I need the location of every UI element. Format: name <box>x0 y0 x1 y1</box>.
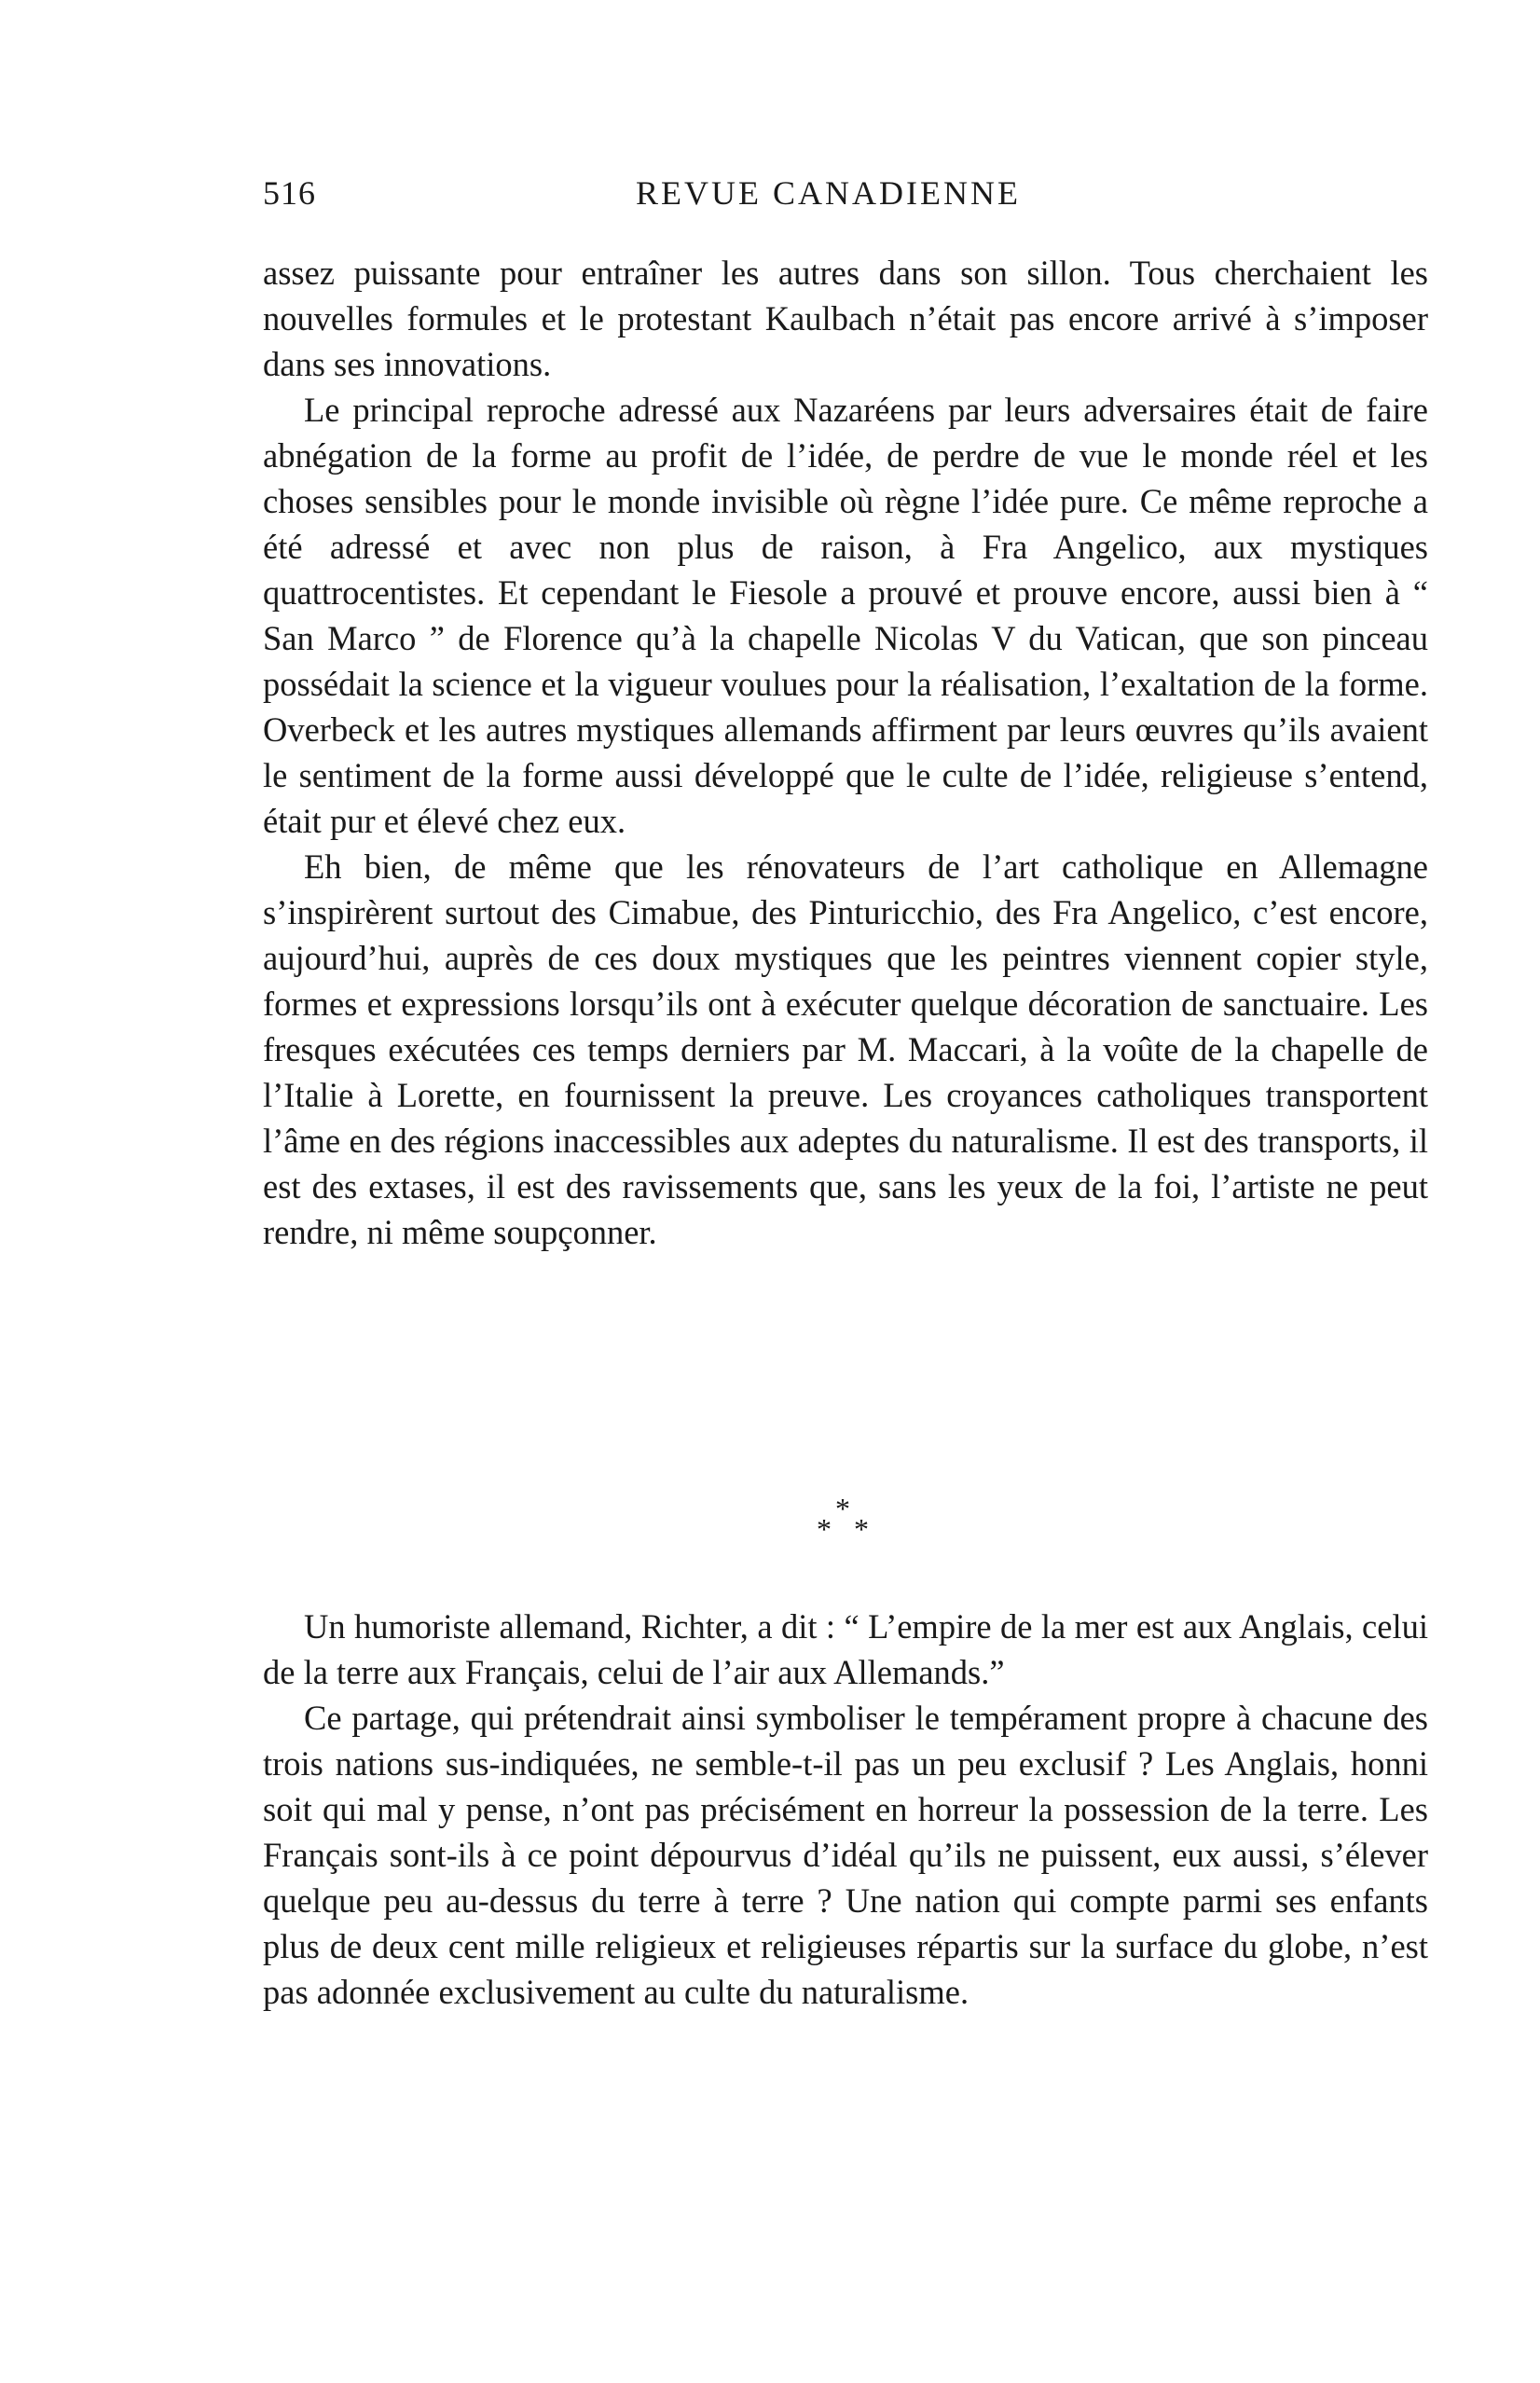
paragraph-richter-quote: Un humoriste allemand, Richter, a dit : “ L’empire de la mer est aux Anglais, celui de la terre aux Français, celui de l’air aux Allemands.” <box>263 1607 1428 1691</box>
running-title: REVUE CANADIENNE <box>636 174 1021 212</box>
paragraph-partage: Ce partage, qui prétendrait ainsi symboliser le tempérament propre à chacune des trois nations sus-indiquées, ne semble-t-il pas un peu exclusif ? Les Anglais, honni soit qui mal y pense, n’ont pas précisément en horreur la possession de la terre. Les Français sont-ils à ce point dépourvus d’idéal qu’ils ne puissent, eux aussi, s’élever quelque peu au-dessus du terre à terre ? Une nation qui compte parmi ses enfants plus de deux cent mille religieux et religieuses répartis sur la surface du globe, n’est pas adonnée exclusivement au culte du naturalisme. <box>263 1699 1428 2011</box>
asterism-star: * <box>854 1512 869 1546</box>
page-header <box>263 173 1314 220</box>
page-number: 516 <box>263 174 316 212</box>
paragraph-renovateurs: Eh bien, de même que les rénovateurs de l’art catholique en Allemagne s’inspirèrent surtout des Cimabue, des Pinturicchio, des Fra Angelico, c’est encore, aujourd’hui, auprès de ces doux mystiques que les peintres viennent copier style, formes et expressions lorsqu’ils ont à exécuter quelque décoration de sanctuaire. Les fresques exécutées ces temps derniers par M. Maccari, à la voûte de la chapelle de l’Italie à Lorette, en fournissent la preuve. Les croyances catholiques transportent l’âme en des régions inaccessibles aux adeptes du naturalisme. Il est des transports, il est des extases, il est des ravissements que, sans les yeux de la foi, l’artiste ne peut rendre, ni même soupçonner. <box>263 847 1428 1251</box>
asterism-star: * <box>817 1512 832 1546</box>
asterism-star: * <box>835 1492 850 1525</box>
paragraph-continuation: assez puissante pour entraîner les autres dans son sillon. Tous cherchaient les nouvelles formules et le protestant Kaulbach n’était pas encore arrivé à s’imposer dans ses innovations. <box>263 254 1428 383</box>
section-break-asterism <box>807 1494 901 1550</box>
paragraph-nazareens: Le principal reproche adressé aux Nazaréens par leurs adversaires était de faire abnégation de la forme au profit de l’idée, de perdre de vue le monde réel et les choses sensibles pour le monde invisible où règne l’idée pure. Ce même reproche a été adressé et avec non plus de raison, à Fra Angelico, aux mystiques quattrocentistes. Et cependant le Fiesole a prouvé et prouve encore, aussi bien à “ San Marco ” de Florence qu’à la chapelle Nicolas V du Vatican, que son pinceau possédait la science et la vigueur voulues pour la réalisation, l’exaltation de la forme. Overbeck et les autres mystiques allemands affirment par leurs œuvres qu’ils avaient le sentiment de la forme aussi développé que le culte de l’idée, religieuse s’entend, était pur et élevé chez eux. <box>263 391 1428 840</box>
body-text-before-break <box>263 250 1428 1255</box>
body-text-after-break <box>263 1604 1428 2015</box>
